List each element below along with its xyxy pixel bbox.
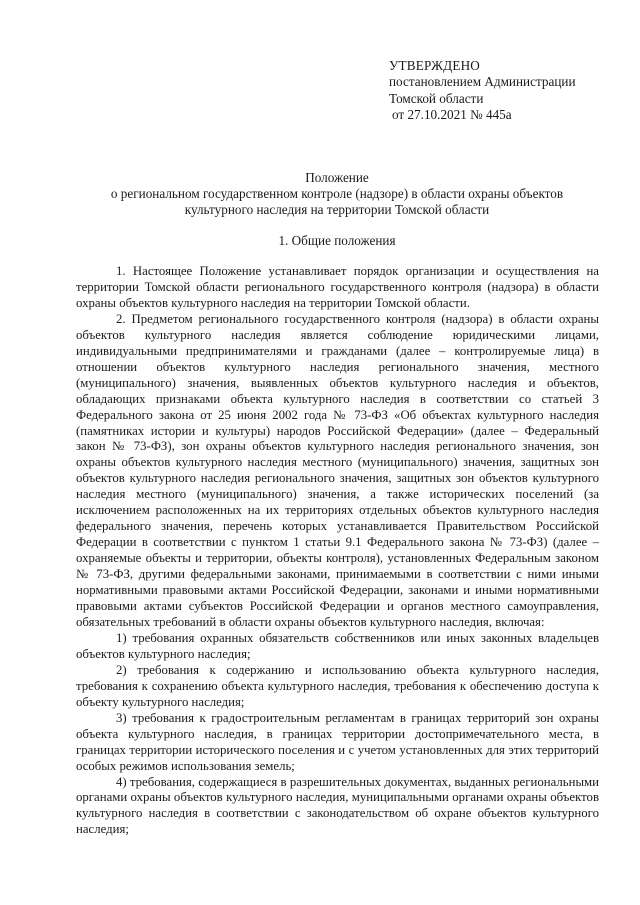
- document-title: [75, 170, 599, 219]
- paragraph-1: 1. Настоящее Положение устанавливает порядок организации и осуществления на территории Томской области регионального государственного контроля (надзора) в области охраны объектов культурного наследия на территории Томской области.: [76, 264, 599, 310]
- approval-line-1: постановлением Администрации: [389, 74, 576, 90]
- title-line-2: о региональном государственном контроле (надзоре) в области охраны объектов: [110, 186, 564, 202]
- list-item-2: 2) требования к содержанию и использованию объекта культурного наследия, требования к сохранению объекта культурного наследия, требования к обеспечению доступа к объекту культурного наследия;: [76, 662, 599, 709]
- approval-line-2: Томской области: [389, 90, 484, 106]
- paragraph-2: 2. Предметом регионального государственного контроля (надзора) в области охраны объектов культурного наследия является соблюдение юридическими лицами, индивидуальными предпринимателями и гражданами (далее – контролируемые лица) в отношении объектов культурного наследия регионального значения, местного (муниципального) значения, выявленных объектов культурного наследия и объектов, обладающих признаками объекта культурного наследия в соответствии со статьей 3 Федерального закона от 25 июня 2002 года № 73-ФЗ «Об объектах культурного наследия (памятниках истории и культуры) народов Российской Федерации» (далее – Федеральный закон № 73-ФЗ), зон охраны объектов культурного наследия регионального значения, зон охраны объектов культурного наследия местного (муниципального) значения, защитных зон объектов культурного наследия регионального значения, защитных зон объектов культурного наследия местного (муниципального) значения, а также исторических поселений (за исключением расположенных на их территориях отдельных объектов культурного наследия федерального значения, перечень которых устанавливается Правительством Российской Федерации в соответствии с пунктом 1 статьи 9.1 Федерального закона № 73-ФЗ) (далее – охраняемые объекты и территории, объекты контроля), установленных Федеральным законом № 73-ФЗ, другими федеральными законами, принимаемыми в соответствии с ними иными нормативными правовыми актами Российской Федерации, законами и иными нормативными правовыми актами субъектов Российской Федерации и органов местного самоуправления, обязательных требований в области охраны объектов культурного наследия, включая:: [76, 311, 599, 629]
- document-body: [76, 264, 599, 838]
- list-item-3: 3) требования к градостроительным регламентам в границах территорий зон охраны объекта культурного наследия, в границах территории достопримечательного места, в границах территории исторического поселения и с учетом установленных для этих территорий особых режимов использования земель;: [76, 710, 599, 773]
- list-item-1: 1) требования охранных обязательств собственников или иных законных владельцев объектов культурного наследия;: [76, 630, 599, 661]
- approval-heading: УТВЕРЖДЕНО: [389, 58, 481, 73]
- approval-date: от 27.10.2021 № 445а: [392, 107, 512, 123]
- title-line-1: Положение: [305, 170, 369, 185]
- title-line-3: культурного наследия на территории Томской области: [184, 202, 490, 218]
- approval-stamp: [389, 58, 629, 124]
- list-item-4: 4) требования, содержащиеся в разрешительных документах, выданных региональными органами охраны объектов культурного наследия, муниципальными органами охраны объектов культурного наследия в соответствии с законодательством об охране объектов культурного наследия;: [76, 774, 599, 837]
- section-heading: 1. Общие положения: [278, 233, 396, 248]
